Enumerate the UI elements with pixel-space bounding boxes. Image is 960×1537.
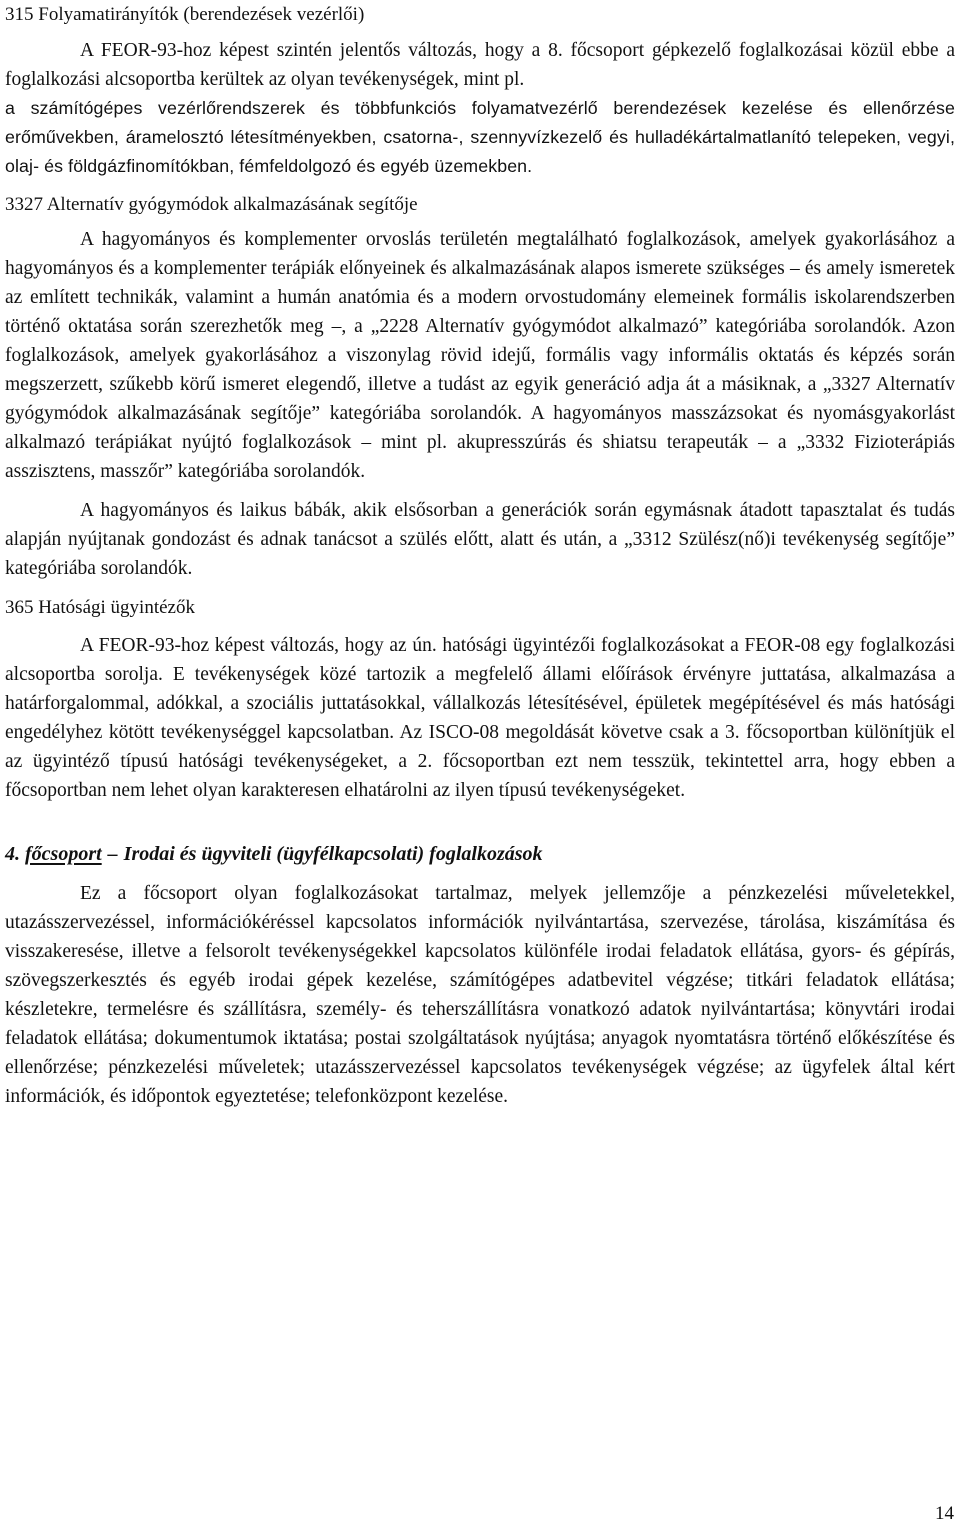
paragraph-315-list: a számítógépes vezérlőrendszerek és többfunkciós folyamatvezérlő berendezések kezelése és ellenőrzése erőművekben, áramelosztó létesítményekben, csatorna-, szennyvízkezelő és hulladékártalmatlanító telepeken, vegyi, olaj- és földgázfinomítókban, fémfeldolgozó és egyéb üzemekben. xyxy=(5,98,955,176)
section-heading-315: 315 Folyamatirányítók (berendezések vezérlői) xyxy=(5,4,365,25)
chapter-title: Irodai és ügyviteli (ügyfélkapcsolati) foglalkozások xyxy=(123,843,543,865)
paragraph-315-intro: A FEOR-93-hoz képest szintén jelentős változás, hogy a 8. főcsoport gépkezelő foglalkozásai közül ebbe a foglalkozási alcsoportba kerültek az olyan tevékenységek, mint pl. xyxy=(5,40,955,90)
paragraph-3327-1: A hagyományos és komplementer orvoslás területén megtalálható foglalkozások, amelyek gyakorlásához a hagyományos és a komplementer terápiák előnyeinek és alkalmazásának alapos ismerete szükséges – és amely ismeretek az említett technikák, valamint a humán anatómia és a modern orvostudomány elemeinek formális iskolarendszerben történő oktatása során szerezhetők meg –, a „2228 Alternatív gyógymódot alkalmazó” kategóriába sorolandók. Azon foglalkozások, amelyek gyakorlásához a viszonylag rövid idejű, formális vagy informális oktatás és képzés során megszerzett, szűkebb körű ismeret elegendő, illetve a tudást az egyik generáció adja át a másiknak, a „3327 Alternatív gyógymódok alkalmazásának segítője” kategóriába sorolandók. A hagyományos masszázsokat és nyomásgyakorlást alkalmazó terápiákat nyújtó foglalkozások – mint pl. akupresszúrás és shiatsu terapeuták – a „3332 Fizioterápiás asszisztens, masszőr” kategóriába sorolandók. xyxy=(5,229,955,482)
section-heading-3327: 3327 Alternatív gyógymódok alkalmazásának segítője xyxy=(5,194,418,215)
chapter-paragraph: Ez a főcsoport olyan foglalkozásokat tartalmaz, melyek jellemzője a pénzkezelési műveletekkel, utazásszervezéssel, információkéréssel kapcsolatos információk nyilvántartása, szervezése, tárolása, kiszámítása és visszakeresése, illetve a felsorolt tevékenységekkel kapcsolatos különféle irodai feladatok ellátása, gyors- és gépírás, szövegszerkesztés és egyéb irodai gépek kezelése, számítógépes adatbevitel végzése; titkári feladatok ellátása; készletekre, termelésre és szállításra, személy- és teherszállításra vonatkozó adatok nyilvántartása; könyvtári irodai feladatok ellátása; dokumentumok iktatása; postai szolgáltatások nyújtása; anyagok nyomtatásra történő előkészítése és ellenőrzése; pénzkezelési műveletek; utazásszervezéssel kapcsolatos tevékenységek végzése; az ügyfelek által kért információk, és időpontok egyeztetése; telefonközpont kezelése. xyxy=(5,883,955,1107)
document-page xyxy=(5,0,955,1111)
chapter-separator: – xyxy=(107,843,118,865)
paragraph-365: A FEOR-93-hoz képest változás, hogy az ún. hatósági ügyintézői foglalkozásokat a FEOR-08 egy foglalkozási alcsoportba sorolja. E tevékenységek közé tartozik a megfelelő állami előírások érvényre juttatása, alkalmazása a határforgalommal, adókkal, a szociális juttatásokkal, vállalkozás létesítésével, épületek megépítésével és más hatósági engedélyhez kötött tevékenységgel kapcsolatban. Az ISCO-08 megoldását követve csak a 3. főcsoportban különítjük el az ügyintéző típusú hatósági tevékenységeket, a 2. főcsoportban ezt nem tesszük, tekintettel arra, hogy ebben a főcsoportban nem lehet olyan karakteresen elhatárolni az ilyen típusú tevékenységeket. xyxy=(5,635,955,801)
paragraph-3327-2: A hagyományos és laikus bábák, akik elsősorban a generációk során egymásnak átadott tapasztalat és tudás alapján nyújtanak gondozást és adnak tanácsot a szülés előtt, alatt és után, a „3312 Szülész(nő)i tevékenység segítője” kategóriába sorolandók. xyxy=(5,500,955,579)
section-heading-365: 365 Hatósági ügyintézők xyxy=(5,597,195,618)
chapter-name: főcsoport xyxy=(25,843,102,865)
chapter-number: 4. xyxy=(5,843,20,865)
page-number: 14 xyxy=(935,1503,954,1524)
chapter-heading xyxy=(5,840,955,869)
